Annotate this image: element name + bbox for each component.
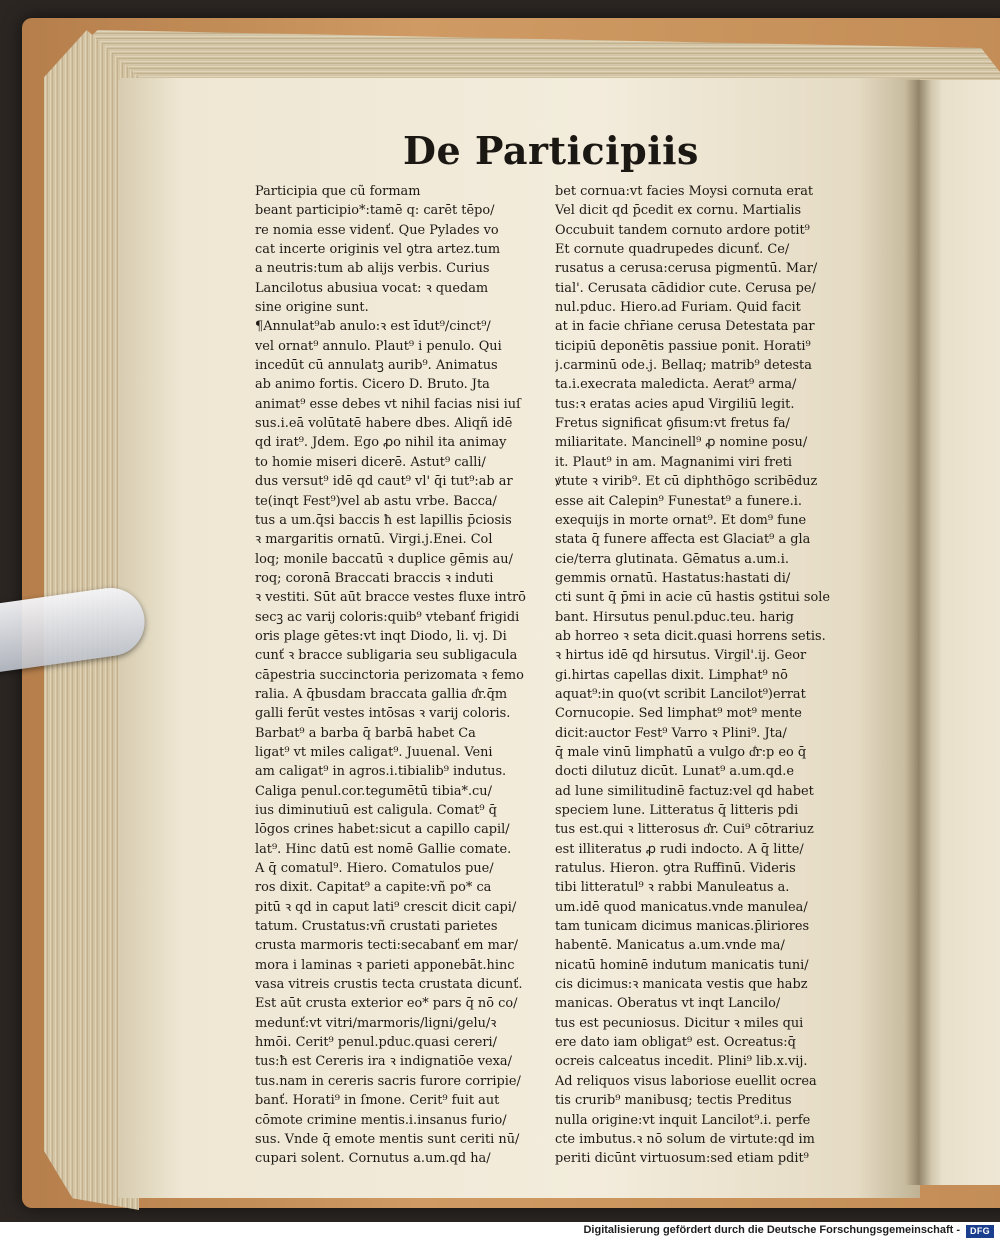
text-line: cupari solent. Cornutus a.um.qd ha/ [255,1151,491,1167]
text-line: roq; coronā Braccati braccis ꝛ induti [255,570,494,586]
text-line: habentē. Manicatus a.um.vnde ma/ [555,938,785,954]
text-line: cunť ꝛ bracce subligaria seu subligacula [255,648,518,664]
text-line: est illiteratus ꝓ rudi indocto. A q̄ litte/ [555,841,804,857]
text-line: mora i laminas ꝛ parieti apponebāt.hinc [255,957,515,973]
text-line: lōgos crines habet:sicut a capillo capil/ [255,822,510,838]
footer-credit: Digitalisierung gefördert durch die Deutsche Forschungsgemeinschaft - [583,1224,960,1236]
text-line: ꝛ margaritis ornatū. Virgi.j.Enei. Col [255,532,493,548]
text-line: ocreis calceatus incedit. Plini⁹ lib.x.vij. [555,1054,808,1070]
text-line: ab horreo ꝛ seta dicit.quasi horrens setis. [555,628,826,644]
text-line: lat⁹. Hinc datū est nomē Gallie comate. [255,841,512,857]
text-line: Fretus significat ꝯfisum:vt fretus fa/ [555,416,790,432]
text-line: ꝛ vestiti. Sūt aūt bracce vestes fluxe intrō [255,590,526,606]
text-line: aquat⁹:in quo(vt scribit Lancilot⁹)errat [555,686,806,702]
text-line: tatum. Crustatus:vñ crustati parietes [255,919,498,935]
text-line: ꝟtute ꝛ virib⁹. Et cū diphthōgo scribēduz [555,474,818,490]
text-line: qd irat⁹. Jdem. Ego ꝓo nihil ita animay [255,435,507,451]
text-line: it. Plaut⁹ in am. Magnanimi viri freti [555,454,792,470]
text-line: medunť:vt vitri/marmoris/ligni/gelu/ꝛ [255,1015,497,1031]
text-line: docti dilutuz dicūt. Lunat⁹ a.um.qd.e [555,764,795,780]
text-line: Occubuit tandem cornuto ardore potit⁹ [555,222,810,238]
text-line: galli ferūt vestes intōsas ꝛ varij coloris. [255,706,511,722]
text-line: gemmis ornatū. Hastatus:hastati di/ [555,570,791,586]
left-text-column [255,182,545,1169]
text-line: crusta marmoris tecti:secabanť em mar/ [255,938,519,954]
text-line: Et cornute quadrupedes dicunť. Ce/ [555,242,790,258]
text-line: j.carminū ode.j. Bellaq; matrib⁹ detesta [555,358,812,374]
text-line: sus. Vnde q̄ emote mentis sunt ceriti nū/ [255,1131,520,1147]
text-line: esse ait Calepin⁹ Funestat⁹ a funere.i. [555,493,802,509]
text-line: Ad reliquos visus laboriose euellit ocrea [555,1073,817,1089]
text-line: cōmote crimine mentis.i.insanus furio/ [255,1112,507,1128]
text-line: tus.nam in cereris sacris furore corripie/ [255,1073,521,1089]
text-line: cti sunt q̄ p̄mi in acie cū hastis ꝯstitui sole [555,590,830,606]
text-line: sus.i.eā volūtatē habere dbes. Aliqñ idē [255,416,513,432]
text-line: ratulus. Hieron. ꝯtra Ruffinū. Videris [555,861,796,877]
text-line: vel ornat⁹ annulo. Plaut⁹ i penulo. Qui [255,338,502,354]
footer-bar [0,1222,1000,1241]
text-line: at in facie chr̄iane cerusa Detestata par [555,319,815,335]
text-line: cie/terra glutinata. Gēmatus a.um.i. [555,551,789,567]
text-line: q̄ male vinū limphatū a vulgo d͛r:p eo q̄ [555,744,807,760]
text-line: Participia que cũ formam [255,184,421,199]
text-line: ꝛ hirtus idē qd hirsutus. Virgil'.ij. Geor [555,648,807,664]
dfg-logo: DFG [966,1225,994,1238]
text-line: Caliga penul.cor.tegumētū tibia*.cu/ [255,783,492,799]
text-line: vasa vitreis crustis tecta crustata dicunť. [255,977,523,993]
right-text-column [555,182,845,1169]
text-line: ius diminutiuū est caligula. Comat⁹ q̄ [255,803,497,818]
text-line: tam tunicam dicimus manicas.p̄liriores [555,919,810,935]
text-line: cte imbutus.ꝛ nō solum de virtute:qd im [555,1131,815,1147]
text-line: banť. Horati⁹ in ſmone. Cerit⁹ fuit aut [255,1093,500,1109]
text-line: cat incerte originis vel ꝯtra artez.tum [255,242,501,258]
text-line: pitū ꝛ qd in caput lati⁹ crescit dicit capi/ [255,899,517,915]
text-line: rusatus a cerusa:cerusa pigmentū. Mar/ [555,261,818,277]
text-line: animat⁹ esse debes vt nihil facias nisi iuſ [255,396,521,412]
text-line: tus est pecuniosus. Dicitur ꝛ miles qui [555,1015,804,1031]
text-line: loq; monile baccatū ꝛ duplice gēmis au/ [255,551,513,567]
text-line: ros dixit. Capitat⁹ a capite:vñ po* ca [255,880,492,896]
text-line: manicas. Oberatus vt inqt Lancilo/ [555,996,781,1012]
text-line: am caligat⁹ in agros.i.tibialib⁹ indutus. [255,764,507,780]
text-line: nulla origine:vt inquit Lancilot⁹.i. perfe [555,1112,811,1128]
text-line: Est aūt crusta exterior eo* pars q̄ nō co/ [255,996,518,1012]
text-line: ab animo fortis. Cicero D. Bruto. Jta [255,377,490,393]
text-line: ta.i.execrata maledicta. Aerat⁹ arma/ [555,377,797,393]
text-line: dus versut⁹ idē qd caut⁹ vl' q̄i tut⁹:ab ar [255,474,513,490]
text-line: periti dicūnt virtuosum:sed etiam pdit⁹ [555,1151,809,1167]
text-line: tus est.qui ꝛ litterosus d͛r. Cui⁹ cōtrariuz [555,822,814,838]
text-line: nicatū hominē indutum manicatis tuni/ [555,957,809,973]
text-line: Lancilotus abusiua vocat: ꝛ quedam [255,280,489,296]
text-line: tis crurib⁹ manibusq; tectis Preditus [555,1093,792,1109]
page-gutter [905,80,931,1185]
text-line: Barbat⁹ a barba q̄ barbā habet Ca [255,725,476,741]
text-line: to homie miseri dicerē. Astut⁹ calli/ [255,454,486,470]
text-line: ralia. A q̄busdam braccata gallia d͛r.q̄m [255,686,508,702]
text-line: ¶Annulat⁹ab anulo:ꝛ est īdut⁹/cinct⁹/ [255,319,491,335]
text-line: cis dicimus:ꝛ manicata vestis que habz [555,977,808,993]
text-line: te(inqt Fest⁹)vel ab astu vrbe. Bacca/ [255,493,497,509]
text-line: tus:ꝛ eratas acies apud Virgiliū legit. [555,396,795,412]
text-line: A q̄ comatul⁹. Hiero. Comatulos pue/ [255,861,494,877]
text-line: bet cornua:vt facies Moysi cornuta erat [555,184,814,199]
text-line: ere dato iam obligat⁹ est. Ocreatus:q̄ [555,1035,796,1051]
text-line: cāpestria succinctoria perizomata ꝛ femo [255,667,524,683]
text-line: tus a um.q̄si baccis ħ est lapillis p̄ciosis [255,512,512,528]
text-line: nul.pduc. Hiero.ad Furiam. Quid facit [555,300,801,316]
text-line: speciem lune. Litteratus q̄ litteris pdi [555,803,799,818]
text-line: sine origine sunt. [255,300,369,316]
text-line: dicit:auctor Fest⁹ Varro ꝛ Plini⁹. Jta/ [555,725,787,741]
text-line: re nomia esse videnť. Que Pylades vo [255,222,499,238]
text-line: ticipiū deponētis passiue ponit. Horati⁹ [555,338,811,354]
text-line: tus:ħ est Cereris ira ꝛ indignatiōe vexa/ [255,1054,512,1070]
text-line: a neutris:tum ab alijs verbis. Curius [255,261,490,277]
text-line: incedūt cū annulatꝫ aurib⁹. Animatus [255,358,498,374]
text-line: stata q̄ funere affecta est Glaciat⁹ a gla [555,532,811,548]
text-line: exequijs in morte ornat⁹. Et dom⁹ fune [555,512,807,528]
page-heading: De Participiis [403,128,699,173]
text-line: ad lune similitudinē factuz:vel qd habet [555,783,814,799]
text-line: Cornucopie. Sed limphat⁹ mot⁹ mente [555,706,802,722]
text-line: secꝫ ac varij coloris:quib⁹ vtebanť frigidi [255,609,520,625]
text-line: ligat⁹ vt miles caligat⁹. Juuenal. Veni [255,744,493,760]
text-line: Vel dicit qd p̄cedit ex cornu. Martialis [555,203,802,219]
text-line: gi.hirtas capellas dixit. Limphat⁹ nō [555,667,788,683]
text-line: hmōi. Cerit⁹ penul.pduc.quasi cereri/ [255,1035,497,1051]
text-line: tibi litteratul⁹ ꝛ rabbi Manuleatus a. [555,880,790,896]
text-line: oris plage gētes:vt inqt Diodo, li. vj. Di [255,628,507,644]
text-line: tial'. Cerusata cādidior cute. Cerusa pe/ [555,280,816,296]
text-line: um.idē quod manicatus.vnde manulea/ [555,899,808,915]
text-line: beant participio*:tamē q: carēt tēpo/ [255,203,495,219]
text-line: miliaritate. Mancinell⁹ ꝓ nomine posu/ [555,435,808,451]
text-line: bant. Hirsutus penul.pduc.teu. harig [555,609,794,625]
